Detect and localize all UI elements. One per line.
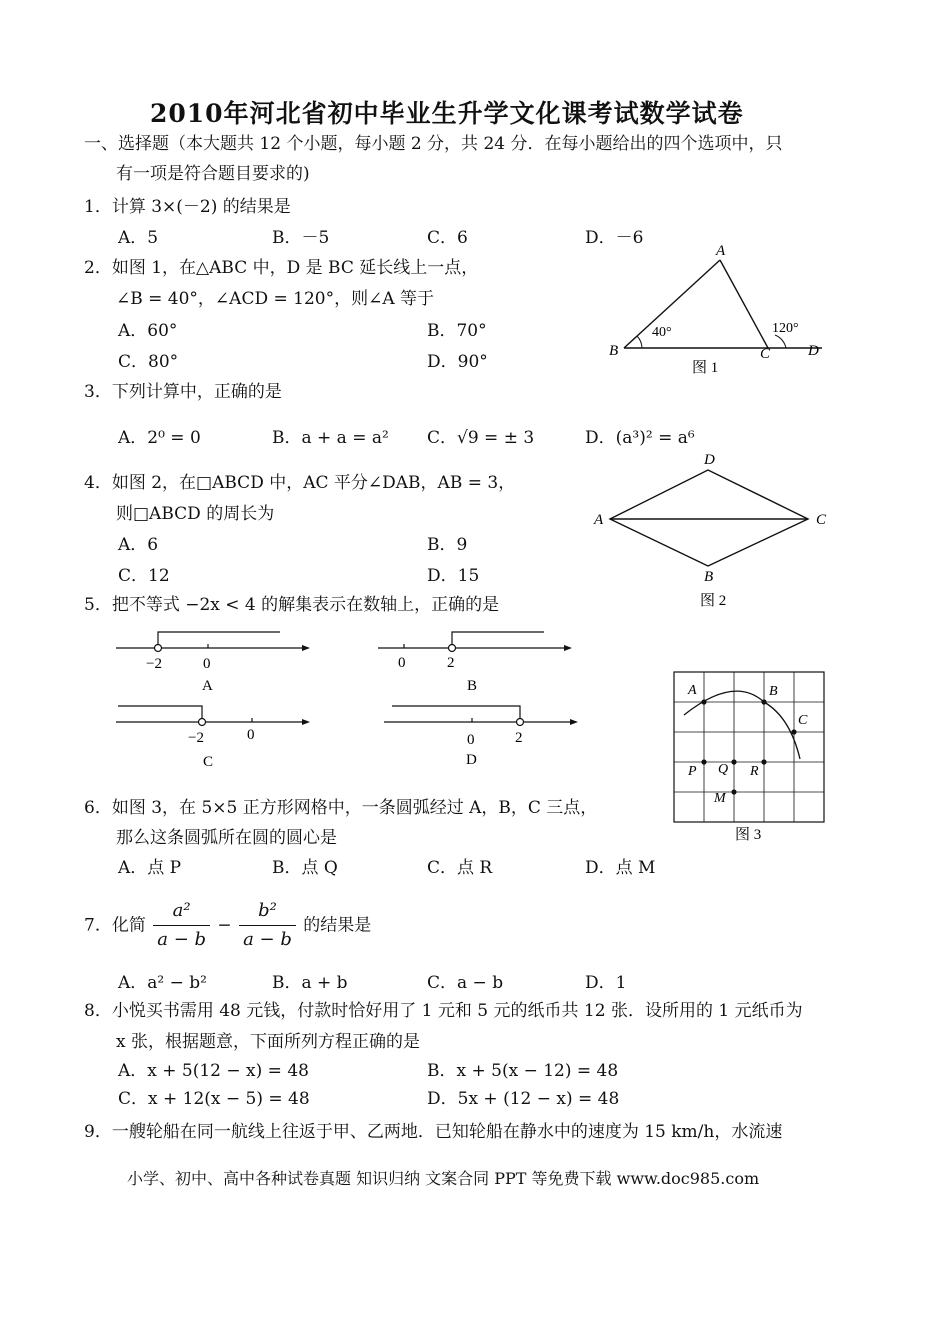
- q1-option-c: C．6: [427, 228, 468, 248]
- q4-option-c: C．12: [118, 566, 170, 586]
- q7-option-c: C．a − b: [427, 973, 504, 993]
- q2-option-d: D．90°: [427, 352, 488, 372]
- fig1-label-c: C: [760, 346, 771, 362]
- fig1-angle-acd: 120°: [772, 321, 799, 336]
- q6-option-a: A．点 P: [118, 858, 182, 878]
- fig3-label-a: A: [688, 683, 697, 698]
- line-d-tick-0: 0: [467, 732, 475, 748]
- q4-option-a: A．6: [118, 535, 159, 555]
- fig2-caption: 图 2: [700, 593, 727, 609]
- q7-denominator-1: a − b: [157, 929, 207, 950]
- q6-stem-cont: 那么这条圆弧所在圆的圆心是: [116, 828, 337, 848]
- figure-3-grid: [668, 667, 833, 847]
- q8-option-a: A．x + 5(12 − x) = 48: [118, 1061, 309, 1081]
- q2-option-a: A．60°: [118, 321, 178, 341]
- fig2-label-d: D: [704, 452, 715, 468]
- q2-option-b: B．70°: [427, 321, 487, 341]
- q2-option-c: C．80°: [118, 352, 179, 372]
- q4-option-b: B．9: [427, 535, 468, 555]
- q7-numerator-1: a²: [153, 897, 210, 926]
- q7-fraction-2: [239, 897, 296, 954]
- q8-option-d: D．5x + (12 − x) = 48: [427, 1089, 620, 1109]
- fig2-label-b: B: [704, 569, 714, 585]
- figure-2-parallelogram: [588, 448, 838, 613]
- q7-option-d: D．1: [585, 973, 627, 993]
- q7-fraction-1: [153, 897, 210, 954]
- q6-option-c: C．点 R: [427, 858, 493, 878]
- q7-option-b: B．a + b: [272, 973, 348, 993]
- fig3-label-p: P: [688, 764, 697, 779]
- fig2-label-a: A: [594, 512, 604, 528]
- line-a-tick-0: 0: [203, 656, 211, 672]
- q7-prefix: 7．化简: [84, 915, 146, 936]
- q3-option-c: C．√9 = ± 3: [427, 428, 535, 448]
- figure-1-triangle: [600, 238, 840, 378]
- number-line-c: [112, 700, 317, 774]
- page-title: 2010年河北省初中毕业生升学文化课考试数学试卷: [150, 99, 744, 128]
- fig2-label-c: C: [816, 512, 827, 528]
- q7-option-a: A．a² − b²: [118, 973, 207, 993]
- q7-suffix: 的结果是: [303, 915, 372, 936]
- fig1-angle-b: 40°: [652, 325, 672, 340]
- fig1-label-a: A: [716, 243, 726, 259]
- q3-option-b: B．a + a = a²: [272, 428, 389, 448]
- q8-stem-cont: x 张，根据题意，下面所列方程正确的是: [116, 1032, 420, 1052]
- section1-instructions: 一、选择题（本大题共 12 个小题，每小题 2 分，共 24 分．在每小题给出的四个选项中，只: [84, 134, 783, 154]
- number-line-b: [374, 626, 579, 696]
- q3-option-a: A．2⁰ = 0: [118, 428, 201, 448]
- q1-option-b: B．－5: [272, 228, 330, 248]
- fig1-caption: 图 1: [692, 360, 719, 376]
- q7-denominator-2: a − b: [243, 929, 292, 950]
- q9-stem: 9．一艘轮船在同一航线上往返于甲、乙两地．已知轮船在静水中的速度为 15 km/h，水流速: [84, 1122, 783, 1142]
- q7-numerator-2: b²: [239, 897, 296, 926]
- q5-stem: 5．把不等式 −2x < 4 的解集表示在数轴上，正确的是: [84, 595, 500, 615]
- q7-minus: −: [217, 915, 232, 936]
- fig1-label-b: B: [609, 343, 619, 359]
- q4-option-d: D．15: [427, 566, 480, 586]
- q4-stem-cont: 则□ABCD 的周长为: [116, 504, 275, 524]
- line-b-tick-0: 0: [398, 655, 406, 671]
- q3-stem: 3．下列计算中，正确的是: [84, 382, 282, 402]
- q7-stem: [84, 897, 371, 954]
- q8-option-b: B．x + 5(x − 12) = 48: [427, 1061, 619, 1081]
- q1-stem: 1．计算 3×(－2) 的结果是: [84, 197, 291, 217]
- q6-stem: 6．如图 3，在 5×5 正方形网格中，一条圆弧经过 A，B，C 三点，: [84, 798, 598, 818]
- q6-option-b: B．点 Q: [272, 858, 338, 878]
- q1-option-d: D．－6: [585, 228, 644, 248]
- fig3-caption: 图 3: [735, 827, 762, 843]
- line-c-tick-neg2: −2: [188, 730, 204, 746]
- q8-stem: 8．小悦买书需用 48 元钱，付款时恰好用了 1 元和 5 元的纸币共 12 张．设所用的 1 元纸币为: [84, 1001, 803, 1021]
- q8-option-c: C．x + 12(x − 5) = 48: [118, 1089, 310, 1109]
- number-line-d: [380, 700, 585, 770]
- q3-option-d: D．(a³)² = a⁶: [585, 428, 695, 448]
- fig3-label-r: R: [750, 764, 759, 779]
- q6-option-d: D．点 M: [585, 858, 656, 878]
- line-b-tick-2: 2: [447, 655, 455, 671]
- fig3-label-c: C: [798, 713, 808, 728]
- line-a-letter: A: [202, 678, 213, 694]
- number-line-a: [112, 626, 317, 696]
- line-c-tick-0: 0: [247, 727, 255, 743]
- section1-instructions-cont: 有一项是符合题目要求的): [116, 164, 310, 184]
- q2-stem: 2．如图 1，在△ABC 中，D 是 BC 延长线上一点，: [84, 258, 479, 278]
- fig3-label-b: B: [769, 684, 778, 699]
- q4-stem: 4．如图 2，在□ABCD 中，AC 平分∠DAB，AB = 3，: [84, 473, 516, 493]
- fig3-label-m: M: [714, 791, 726, 806]
- line-d-tick-2: 2: [515, 730, 523, 746]
- footer-download-notice: 小学、初中、高中各种试卷真题 知识归纳 文案合同 PPT 等免费下载 www.doc985.com: [127, 1169, 760, 1188]
- q2-stem-cont: ∠B = 40°，∠ACD = 120°，则∠A 等于: [116, 289, 435, 309]
- q1-option-a: A．5: [118, 228, 159, 248]
- line-c-letter: C: [203, 754, 214, 770]
- fig1-label-d: D: [808, 343, 819, 359]
- line-d-letter: D: [466, 752, 477, 768]
- line-b-letter: B: [467, 678, 478, 694]
- fig3-label-q: Q: [718, 762, 729, 777]
- line-a-tick-neg2: −2: [146, 656, 162, 672]
